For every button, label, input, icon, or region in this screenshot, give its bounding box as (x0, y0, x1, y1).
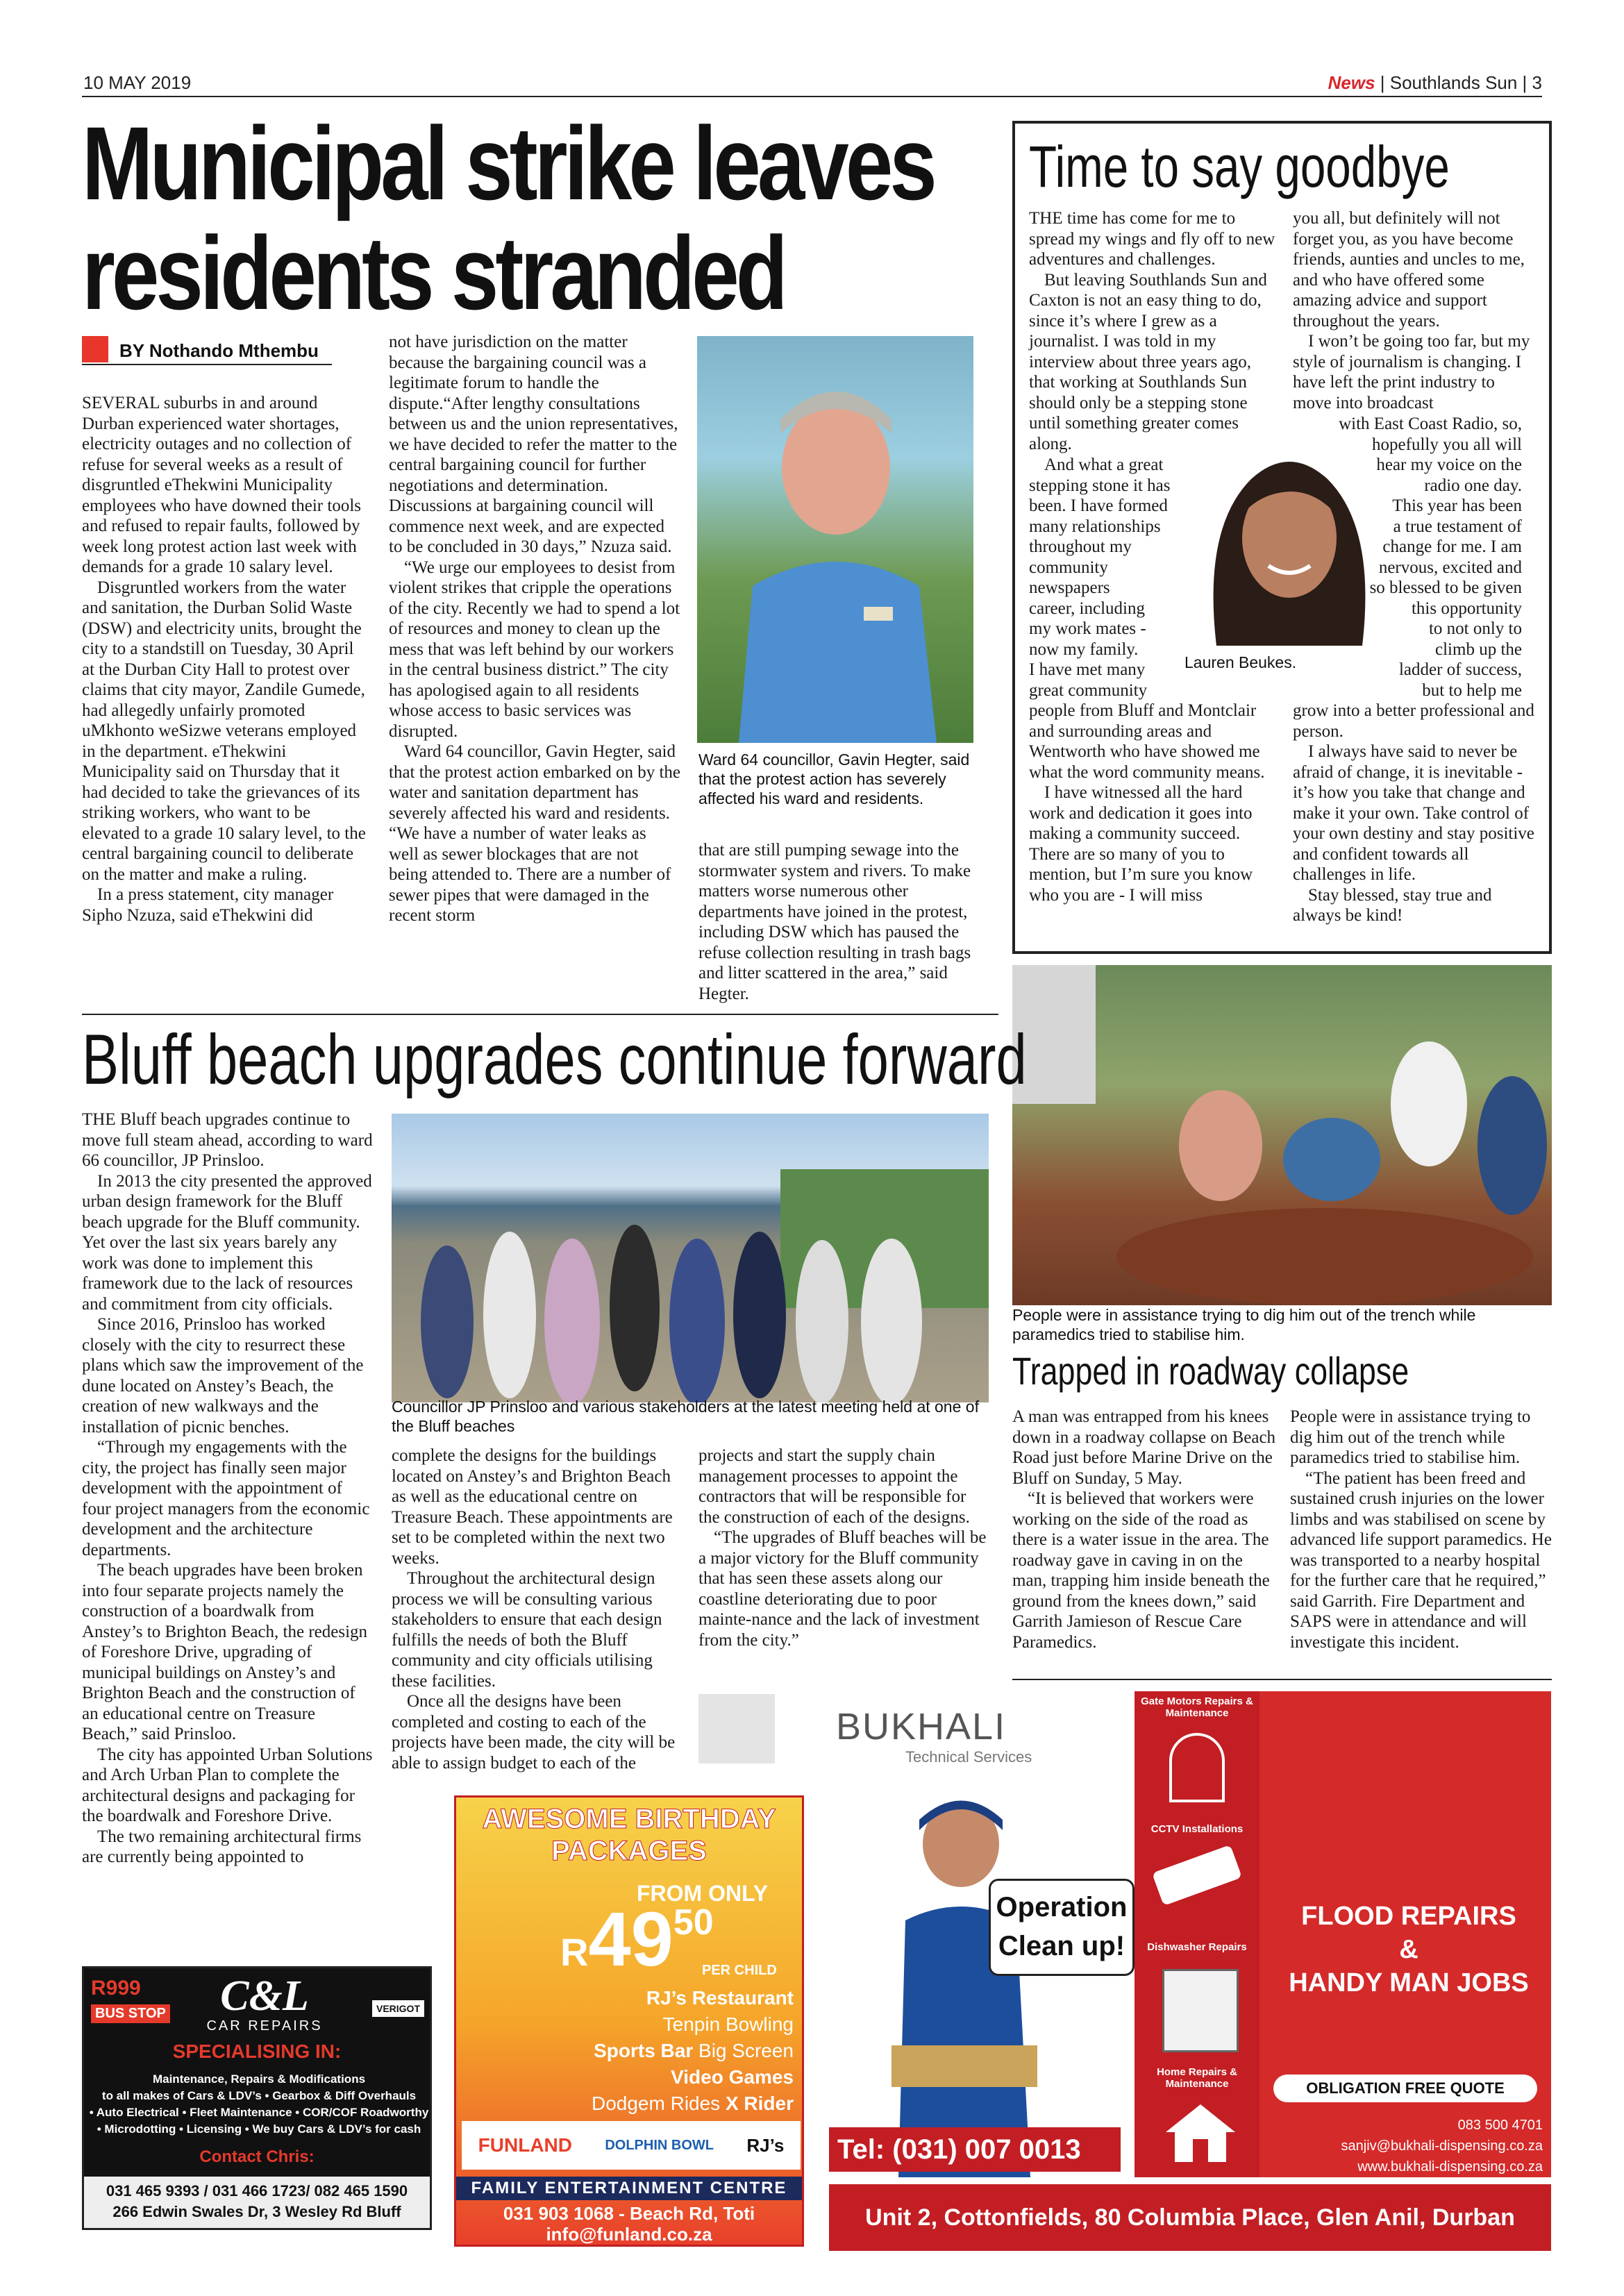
byline-text: BY Nothando Mthembu (119, 340, 319, 361)
text-line: this opportunity (1411, 598, 1522, 618)
funland-ad (454, 1795, 804, 2247)
cl-address: 266 Edwin Swales Dr, 3 Wesley Rd Bluff (112, 2203, 401, 2220)
funland-title-line1: AWESOME BIRTHDAY (482, 1804, 776, 1834)
bukhali-address-bar: Unit 2, Cottonfields, 80 Columbia Place, Glen Anil, Durban (829, 2184, 1551, 2251)
strike-headline-line1: Municipal strike leaves (82, 105, 934, 221)
paragraph: “We urge our employees to desist from violent strikes that cripple the operations of the city. Recently we had to spend a lot of resources and money to clean up the mess that was left behind by our workers in the central business district.” The city has apologised again to all residents whose access to basic services was disrupted. (389, 558, 680, 741)
bukhali-web: www.bukhali-dispensing.co.za (1357, 2159, 1543, 2175)
funland-per-child: PER CHILD (702, 1963, 777, 1978)
cl-car-repairs-ad (82, 1966, 432, 2230)
funland-contact-phone: 031 903 1068 - Beach Rd, Toti (503, 2203, 755, 2224)
cl-service-line: Maintenance, Repairs & Modifications (152, 2072, 366, 2086)
trench-rescue-photo (1012, 965, 1552, 1305)
bukhali-ad (829, 1691, 1551, 2251)
bukhali-bubble-line1: Operation (996, 1892, 1128, 1922)
bukhali-logo (836, 1705, 1114, 1766)
cl-verigo-badge: VERIGOT (372, 2000, 424, 2017)
bukhali-bubble-line2: Clean up! (998, 1931, 1125, 1961)
trench-photo-caption: People were in assistance trying to dig him out of the trench while paramedics tried to stabilise him. (1012, 1306, 1476, 1343)
text-line: throughout my (1029, 537, 1132, 556)
group-illustration (392, 1114, 989, 1402)
funland-from: FROM ONLY (637, 1881, 769, 1906)
bukhali-contacts (1341, 2115, 1543, 2177)
paragraph: “The patient has been freed and sustained crush injuries on the lower limbs and was stabilised on scene by advanced life support paramedics. He was transported to a nearby hospital for the further care that he required,” said Garrith. Fire Department and SAPS were in attendance and will investigate this incident. (1290, 1468, 1552, 1652)
portrait-illustration (697, 336, 973, 743)
text-line: This year has been (1392, 496, 1522, 515)
paragraph: Since 2016, Prinsloo has worked closely with the city to resurrect these plans which saw the improvement of the dune located on Anstey’s Beach, the creation of new walkways and the installation of picnic benches. (82, 1315, 364, 1436)
paragraph: “It is believed that workers were working on the side of the road as there is a water issue in the area. The roadway gave in caving in on the man, trapping him inside beneath the ground from the knees down,” said Garrith Jamieson of Rescue Care Paramedics. (1012, 1489, 1270, 1652)
paragraph: I won’t be going too far, but my style of journalism is changing. I have left the print industry to move into broadcast (1293, 332, 1530, 412)
goodbye-column-2 (1293, 208, 1536, 413)
text-line: a true testament of (1393, 517, 1522, 536)
text-line: so blessed to be given (1369, 578, 1522, 597)
funland-price-currency: R (560, 1930, 589, 1974)
text-line: but to help me (1422, 680, 1522, 700)
cl-phones: 031 465 9393 / 031 466 1723/ 082 465 1590 (106, 2182, 408, 2199)
cl-contact-label: Contact Chris: (199, 2147, 315, 2166)
cl-services (88, 2071, 430, 2138)
paragraph: The beach upgrades have been broken into four separate projects namely the construction of a boardwalk from Anstey’s to Brighton Beach, the redesign of Foreshore Drive, upgrading of municipal buildings on Anstey’s and Brighton Beach and the construction of an educational centre on Treasure Beach,” said Prinsloo. (82, 1561, 368, 1743)
home-icon (1162, 2101, 1239, 2163)
grey-placeholder-box (698, 1694, 775, 1763)
bukhali-flood-line: & (1399, 1935, 1418, 1964)
text-line: been. I have formed (1029, 496, 1168, 515)
text-line: ladder of success, (1398, 660, 1522, 679)
bukhali-logo-sub: Technical Services (905, 1748, 1032, 1766)
strike-headline (82, 105, 998, 331)
rjs-logo: RJ’s (746, 2134, 785, 2156)
funland-price-main: 49 (588, 1897, 673, 1982)
dishwasher-icon (1162, 1969, 1239, 2052)
cl-service-line: to all makes of Cars & LDV’s • Gearbox & Diff Overhauls (101, 2089, 417, 2102)
text-line: climb up the (1435, 639, 1522, 659)
cl-price-badge: R999 (91, 1977, 141, 2000)
funland-features (592, 1985, 794, 2117)
paragraph: People were in assistance trying to dig him out of the trench while paramedics tried to stabilise him. (1290, 1407, 1531, 1467)
byline (82, 336, 332, 365)
strike-headline-line2: residents stranded (82, 215, 785, 331)
funland-title-line2: PACKAGES (551, 1836, 707, 1866)
text-line: now my family. (1029, 639, 1139, 659)
paragraph: SEVERAL suburbs in and around Durban experienced water shortages, electricity outages and no collection of refuse for several weeks as a result of disgruntled eThekwini Municipality employees who have downed their tools and refused to repair faults, followed by week long protest action last week with demands for a grade 10 salary level. (82, 394, 361, 576)
text-line: I have met many (1029, 660, 1146, 679)
cl-specialising: SPECIALISING IN: (172, 2041, 342, 2062)
bukhali-tel-bar: Tel: (031) 007 0013 (829, 2127, 1121, 2172)
paragraph: Stay blessed, stay true and always be kind! (1293, 885, 1492, 925)
header-rule (82, 96, 1542, 97)
paragraph: Throughout the architectural design process we will be consulting various stakeholders to ensure that each design fulfills the needs of both the Bluff community and city officials utilising these facilities. (392, 1569, 662, 1691)
funland-feature: Video Games (671, 2066, 794, 2088)
trapped-column-2 (1290, 1407, 1554, 1652)
paragraph: I always have said to never be afraid of change, it is inevitable - it’s how you take that change and make it your own. Take control of your own destiny and stay positive and confident towards all challenges in life. (1293, 742, 1534, 884)
paragraph: THE time has come for me to spread my wings and fly off to new adventures and challenges. (1029, 209, 1275, 269)
text-line: And what a great (1044, 455, 1164, 474)
goodbye-column-1-wrap (1029, 455, 1182, 701)
funland-feature-bold: Sports Bar (594, 2040, 694, 2061)
paragraph: Ward 64 councillor, Gavin Hegter, said that the protest action embarked on by the water and sanitation department has severely affected his ward and residents. “We have a number of water leaks as well as sewer blockages that are not being attended to. There are a number of sewer pipes that were damaged in the recent storm (389, 742, 681, 925)
text-line: nervous, excited and (1378, 558, 1522, 577)
text-line: hear my voice on the (1376, 455, 1522, 474)
paper-name: | Southlands Sun | 3 (1380, 72, 1542, 93)
hegter-photo-caption: Ward 64 councillor, Gavin Hegter, said that the protest action has severely affected his ward and residents. (698, 751, 970, 807)
paragraph: THE Bluff beach upgrades continue to move full steam ahead, according to ward 66 councillor, JP Prinsloo. (82, 1110, 373, 1170)
paragraph: In 2013 the city presented the approved urban design framework for the Bluff beach upgrade for the Bluff community. Yet over the last six years barely any work was done to implement this framework due to the lack of resources and commitment from city officials. (82, 1171, 372, 1314)
strike-column-1 (82, 393, 367, 925)
cl-logo-sub: CAR REPAIRS (206, 2018, 323, 2034)
page-folio (1328, 72, 1542, 94)
goodbye-headline: Time to say goodbye (1029, 134, 1450, 199)
strike-column-3 (698, 840, 983, 1004)
bluff-top-rule (82, 1014, 998, 1015)
text-line: stepping stone it has (1029, 476, 1171, 495)
bukhali-service-2: CCTV Installations (1150, 1823, 1244, 1835)
scene-illustration (1012, 965, 1552, 1305)
trapped-column-1 (1012, 1407, 1276, 1652)
strike-column-2 (389, 332, 680, 926)
bukhali-flood-line: FLOOD REPAIRS (1301, 1902, 1516, 1931)
paragraph: complete the designs for the buildings located on Anstey’s and Brighton Beach as well as the educational centre on Treasure Beach. These appointments are set to be completed within the next two weeks. (392, 1446, 673, 1568)
paragraph: grow into a better professional and person. (1293, 701, 1534, 741)
bluff-column-1 (82, 1109, 374, 1868)
paragraph: “The upgrades of Bluff beaches will be a major victory for the Bluff community that has seen these assets along our coastline deteriorating due to poor mainte-nance and the lack of investment from the city.” (698, 1528, 987, 1650)
paragraph: The city has appointed Urban Solutions and Arch Urban Plan to complete the architectural designs and packaging for the boardwalk and Foreshore Drive. (82, 1745, 373, 1825)
funland-contact (456, 2203, 802, 2245)
funland-price (560, 1897, 714, 1982)
funland-feature-light: Dodgem Rides (591, 2093, 726, 2114)
bukhali-quote-button: OBLIGATION FREE QUOTE (1273, 2075, 1537, 2102)
bukhali-phone: 083 500 4701 (1457, 2118, 1543, 2133)
text-line: my work mates - (1029, 619, 1146, 638)
cl-contact-bar (84, 2177, 430, 2230)
text-line: community (1029, 558, 1108, 577)
funland-feature (592, 2090, 794, 2117)
funland-feature (592, 2038, 794, 2064)
paragraph: A man was entrapped from his knees down in a roadway collapse on Beach Road just before Marine Drive on the Bluff on Sunday, 5 May. (1012, 1407, 1276, 1488)
trapped-bottom-rule (1012, 1679, 1552, 1680)
lauren-beukes-photo (1189, 417, 1390, 646)
bukhali-service-4: Home Repairs & Maintenance (1157, 2066, 1237, 2090)
bukhali-bubble (989, 1879, 1135, 1976)
funland-feature: Tenpin Bowling (662, 2013, 794, 2035)
bukhali-logo-text: BUKHALI (836, 1706, 1007, 1748)
funland-feature: RJ’s Restaurant (646, 1987, 794, 2009)
paragraph: not have jurisdiction on the matter because the bargaining council was a legitimate forum to handle the dispute.“After lengthy consultations between us and the union representatives, we have decided to refer the matter to the central bargaining council for further negotiations and determination. Discussions at bargaining council will commence next week, and are expected to be concluded in 30 days,” Nzuza said. (389, 333, 678, 556)
paragraph: Once all the designs have been completed and costing to each of the projects have been made, the city will be able to assign budget to each of the (392, 1692, 676, 1773)
funland-logo: FUNLAND (478, 2134, 572, 2156)
text-line: newspapers (1029, 578, 1110, 597)
paragraph: people from Bluff and Montclair and surrounding areas and Wentworth who have showed me what the word community means. (1029, 701, 1265, 782)
bukhali-email: sanjiv@bukhali-dispensing.co.za (1341, 2138, 1543, 2154)
gavin-hegter-photo (697, 336, 973, 743)
funland-contact-email: info@funland.co.za (546, 2224, 712, 2245)
gate-icon (1169, 1733, 1225, 1802)
cl-logo (167, 1974, 362, 2034)
text-line: change for me. I am (1382, 537, 1522, 556)
paragraph: you all, but definitely will not forget you, as you have become friends, aunties and uncles to me, and who have offered some amazing advice and support throughout the years. (1293, 209, 1525, 330)
funland-logos (462, 2121, 801, 2170)
text-line: radio one day. (1424, 476, 1522, 495)
text-line: hopefully you all will (1372, 435, 1522, 454)
beukes-photo-caption: Lauren Beukes. (1184, 653, 1297, 671)
dolphin-bowl-logo: DOLPHIN BOWL (605, 2137, 714, 2153)
bluff-headline: Bluff beach upgrades continue forward (82, 1020, 1027, 1099)
paragraph: “Through my engagements with the city, the project has finally seen major development with the appointment of four project managers from the economic development and the architecture departments. (82, 1438, 370, 1559)
text-line: great community (1029, 680, 1148, 700)
paragraph: In a press statement, city manager Sipho Nzuza, said eThekwini did (82, 885, 334, 925)
paragraph: The two remaining architectural firms are currently being appointed to (82, 1827, 362, 1866)
text-line: with East Coast Radio, so, (1339, 414, 1522, 433)
funland-price-cents: 50 (673, 1902, 714, 1943)
cl-bus-stop: BUS STOP (91, 2004, 170, 2023)
technician-illustration (857, 1795, 1065, 2177)
page-date: 10 MAY 2019 (83, 72, 192, 93)
section-label: News (1328, 72, 1375, 93)
home-icon-shape (1162, 2101, 1239, 2163)
text-line: career, including (1029, 598, 1145, 618)
text-line: to not only to (1428, 619, 1522, 638)
goodbye-column-1-bottom (1029, 701, 1279, 905)
bluff-column-2 (392, 1446, 683, 1773)
bukhali-flood-line: HANDY MAN JOBS (1289, 1968, 1529, 1997)
text-line: many relationships (1029, 517, 1161, 536)
funland-feature-light: Big Screen (693, 2040, 794, 2061)
cl-service-line: • Auto Electrical • Fleet Maintenance • COR/COF Roadworthy (89, 2106, 429, 2119)
bukhali-service-1: Gate Motors Repairs & Maintenance (1141, 1695, 1253, 1719)
cl-service-line: • Microdotting • Licensing • We buy Cars & LDV’s for cash (97, 2122, 421, 2136)
paragraph: that are still pumping sewage into the stormwater system and rivers. To make matters worse numerous other departments have joined in the protest, including DSW which has paused the refuse collection resulting in trash bags and litter scattered in the area,” said Hegter. (698, 841, 971, 1003)
bluff-photo-caption: Councillor JP Prinsloo and various stakeholders at the latest meeting held at one of the Bluff beaches (392, 1398, 979, 1435)
paragraph: I have witnessed all the hard work and dedication it goes into making a community succeed. There are so many of you to mention, but I’m sure you know who you are - I will miss (1029, 783, 1253, 905)
goodbye-column-2-bottom (1293, 701, 1536, 926)
funland-feature-bold: X Rider (725, 2093, 794, 2114)
paragraph: projects and start the supply chain management processes to appoint the contractors that will be responsible for the construction of each of the designs. (698, 1446, 970, 1527)
bluff-column-3 (698, 1446, 990, 1650)
bukhali-flood (1280, 1900, 1537, 2000)
funland-banner: FAMILY ENTERTAINMENT CENTRE (456, 2177, 802, 2200)
bukhali-service-3: Dishwasher Repairs (1147, 1941, 1247, 1953)
cl-logo-text: C&L (220, 1972, 309, 2020)
funland-title (456, 1803, 802, 1867)
paragraph: But leaving Southlands Sun and Caxton is not an easy thing to do, since it’s where I grew as a journalist. I was told in my interview about three years ago, that working at Southlands Sun should only be a stepping stone until something greater comes along. (1029, 270, 1267, 453)
byline-marker (82, 336, 108, 362)
trapped-headline: Trapped in roadway collapse (1012, 1349, 1409, 1393)
portrait-illustration (1189, 417, 1390, 646)
paragraph: Disgruntled workers from the water and sanitation, the Durban Solid Waste (DSW) and electricity units, brought the city to a standstill on Tuesday, 30 April at the Durban City Hall to protest over claims that city mayor, Zandile Gumede, had allegedly unfairly promoted uMkhonto weSizwe veterans employed in the department. eThekwini Municipality said on Thursday that it had decided to take the grievances of its striking workers, who want to be elevated to a grade 10 salary level, to the central bargaining council to deliberate on the matter and make a ruling. (82, 578, 366, 884)
bluff-stakeholders-photo (392, 1114, 989, 1402)
